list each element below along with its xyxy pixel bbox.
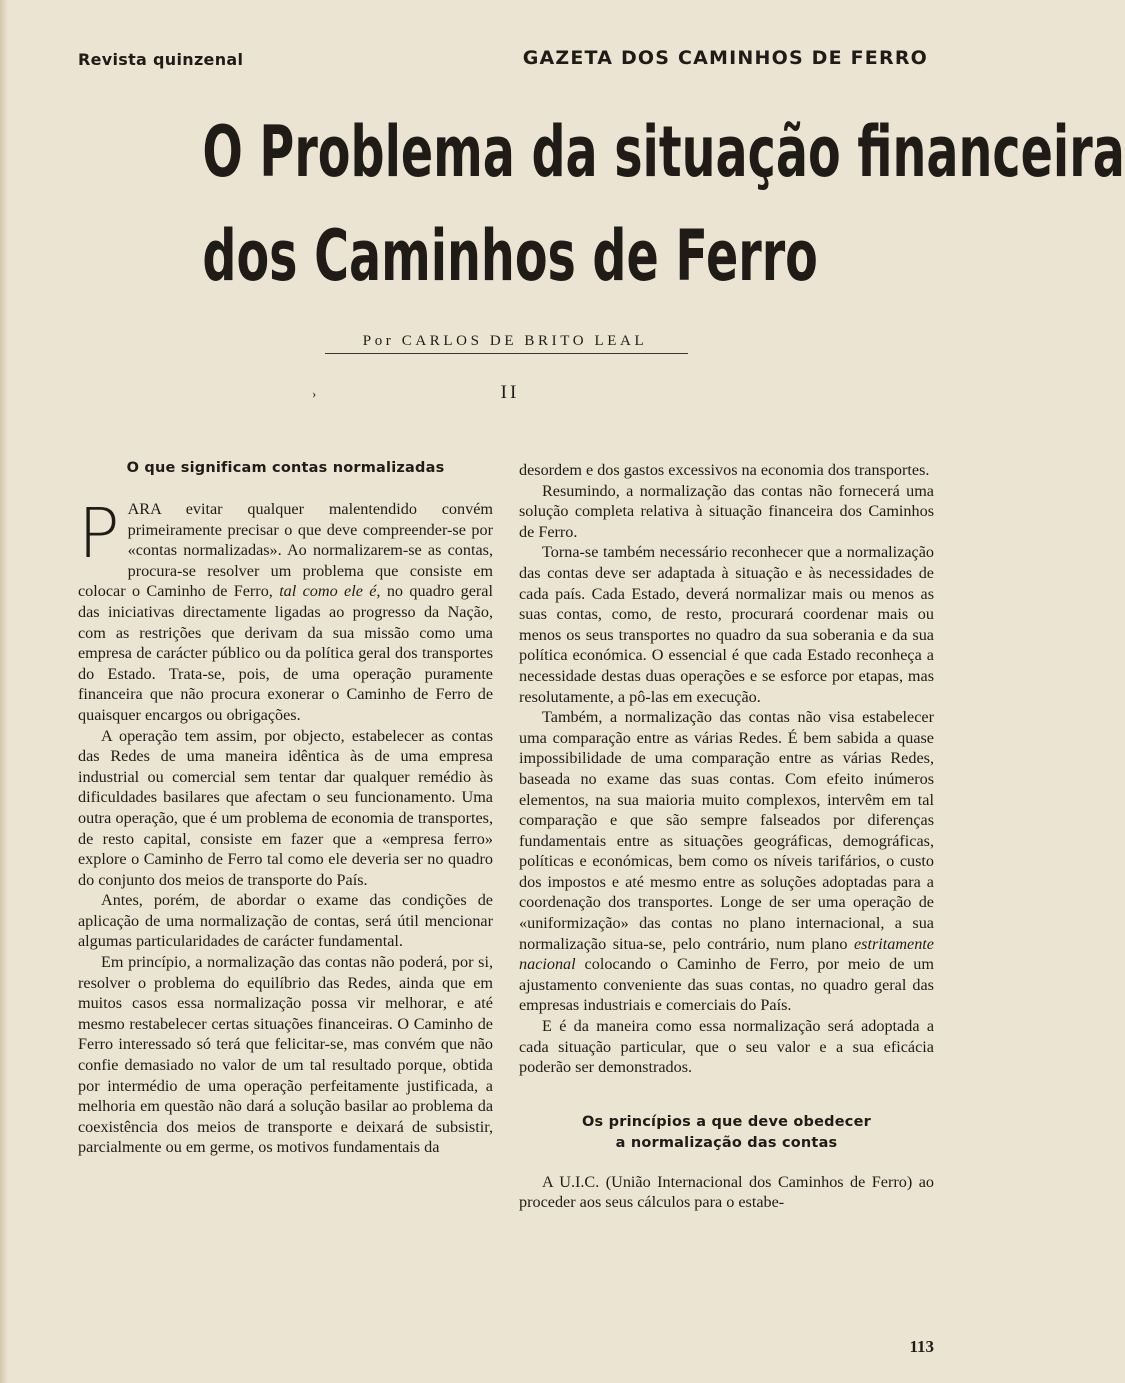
paragraph-3: Antes, porém, de abordar o exame das condições de aplicação de uma normalização de contas, será útil mencionar algumas particularidades de carácter fundamental. (78, 891, 493, 951)
paragraph-4: Em princípio, a normalização das contas não poderá, por si, resolver o problema do equilíbrio das Redes, ainda que em muitos casos essa normalização possa vir melhorar, e até mesmo restabelecer certas situações financeiras. O Caminho de Ferro interessado só terá que felicitar-se, mas convém que não confie demasiado no valor de um tal resultado porque, obtida por intermédio de uma operação perfeitamente justificada, a melhoria em questão não dará a solução basilar ao problema da coexistência dos meios de transporte e deixará de subsistir, parcialmente ou em germe, os motivos fundamentais da (78, 953, 493, 1157)
article-title (202, 100, 1125, 308)
paragraph-4-continued: desordem e dos gastos excessivos na economia dos transportes. (519, 461, 930, 479)
page-edge-shadow (0, 0, 8, 1383)
column-right (519, 460, 934, 1213)
paragraph-2: A operação tem assim, por objecto, estabelecer as contas das Redes de uma maneira idêntica às de uma empresa industrial ou comercial sem tentar dar qualquer remédio às dificuldades basilares que afectam o seu funcionamento. Uma outra operação, que é um problema de economia de transportes, de resto capital, consiste em fazer que a «empresa ferro» explore o Caminho de Ferro tal como ele deveria ser no quadro do conjunto dos meios de transporte do País. (78, 726, 493, 889)
paragraph-1: PARA evitar qualquer malentendido convém primeiramente precisar o que deve compreender-se por «contas normalizadas». Ao normalizarem-se as contas, procura-se resolver um problema que consiste em colocar o Caminho de Ferro, tal como ele é, no quadro geral das iniciativas directamente ligadas ao progresso da Nação, com as restrições que derivam da sua missão como uma empresa de carácter público ou da política geral dos transportes do Estado. Trata-se, pois, de uma operação puramente financeira que não procura exonerar o Caminho de Ferro de quaisquer encargos ou obrigações. (78, 494, 493, 724)
section-heading-contas-normalizadas: O que significam contas normalizadas (126, 460, 445, 476)
part-marker-glyph: › (312, 386, 317, 401)
magazine-frequency: Revista quinzenal (78, 50, 244, 69)
article-title-line-2: dos Caminhos de Ferro (202, 215, 818, 297)
article-part-number: II (500, 382, 520, 403)
paragraph-5: Resumindo, a normalização das contas não fornecerá uma solução completa relativa à situação financeira dos Caminhos de Ferro. (519, 481, 934, 541)
page-number: 113 (909, 1337, 934, 1356)
column-left (78, 458, 493, 1158)
paragraph-6: Torna-se também necessário reconhecer que a normalização das contas deve ser adaptada à situação e às necessidades de cada país. Cada Estado, deverá normalizar mais ou menos as suas contas, como, de resto, procurará coordenar mais ou menos os seus transportes no quadro da sua soberania e da sua política económica. O essencial é que cada Estado reconheça a necessidade destas duas operações e se esforce por etapas, mas resolutamente, a pô-las em execução. (519, 543, 934, 706)
paragraph-8: E é da maneira como essa normalização será adoptada a cada situação particular, que o seu valor e a sua eficácia poderão ser demonstrados. (519, 1017, 934, 1077)
byline-underline (325, 353, 688, 354)
section-heading-principios: Os princípios a que deve obedecer a normalização das contas (582, 1113, 871, 1151)
paragraph-9: A U.I.C. (União Internacional dos Caminhos de Ferro) ao proceder aos seus cálculos para o estabe- (519, 1172, 934, 1212)
magazine-title: GAZETA DOS CAMINHOS DE FERRO (522, 47, 928, 69)
author-byline: Por CARLOS DE BRITO LEAL (362, 333, 648, 349)
paragraph-7: Também, a normalização das contas não visa estabelecer uma comparação entre as várias Redes. É bem sabida a quase impossibilidade de uma comparação entre as várias Redes, baseada no exame das suas contas. Com efeito inúmeros elementos, na sua maioria muito complexos, intervêm em tal comparação e que são sempre falseados por diferenças fundamentais entre as situações geográficas, demográficas, políticas e económicas, bem como os níveis tarifários, o custo dos impostos e até mesmo entre as soluções adoptadas para a coordenação dos transportes. Longe de ser uma operação de «uniformização» das contas no plano internacional, a sua normalização situa-se, pelo contrário, num plano estritamente nacional colocando o Caminho de Ferro, por meio de um ajustamento conveniente das suas contas, no quadro geral das empresas industriais e comerciais do País. (519, 708, 934, 1015)
article-title-line-1: O Problema da situação financeira (202, 111, 1125, 193)
drop-cap: P (78, 494, 120, 574)
